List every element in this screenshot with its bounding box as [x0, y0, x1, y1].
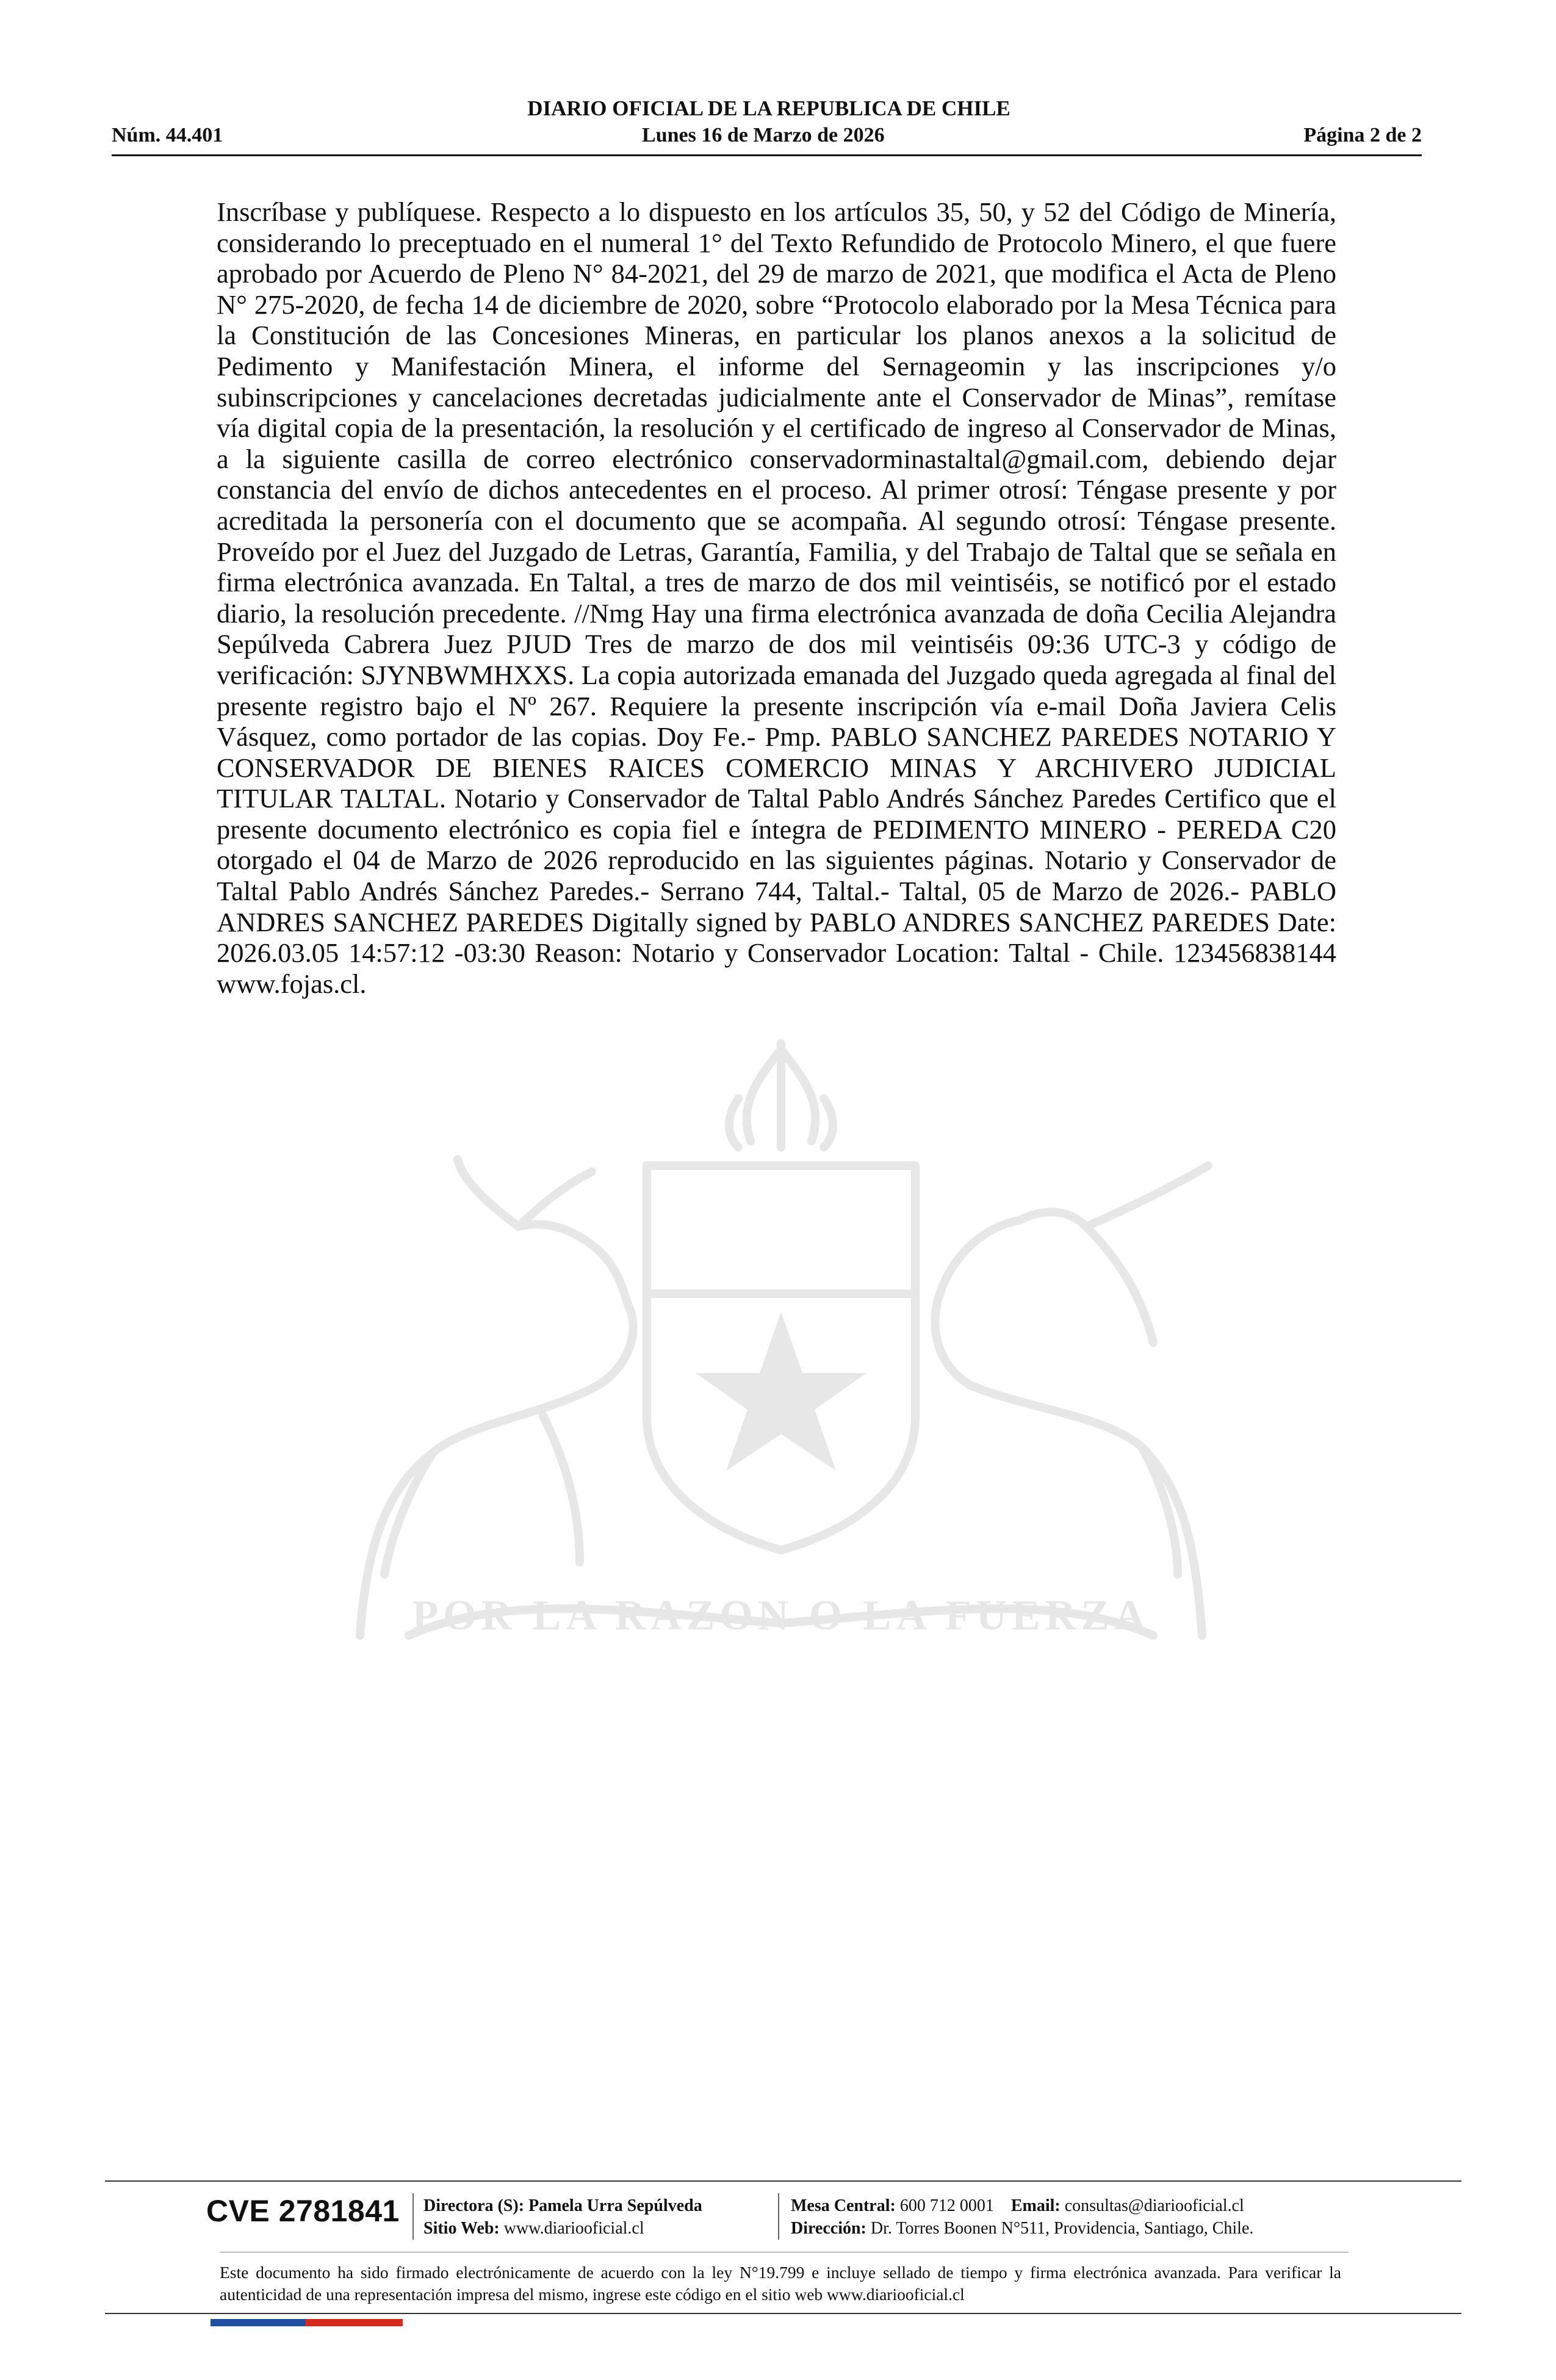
- issue-date: Lunes 16 de Marzo de 2026: [642, 124, 885, 146]
- site-link[interactable]: www.diariooficial.cl: [503, 2219, 644, 2238]
- footer-separator: [778, 2193, 779, 2240]
- body-text: Inscríbase y publíquese. Respecto a lo dispuesto en los artículos 35, 50, y 52 del Código de Minería, considerando lo preceptuado en el numeral 1° del Texto Refundido de Protocolo Minero, el que fuere aprobado por Acuerdo de Pleno N° 84-2021, del 29 de marzo de 2021, que modifica el Acta de Pleno N° 275-2020, de fecha 14 de diciembre de 2020, sobre “Protocolo elaborado por la Mesa Técnica para la Constitución de las Concesiones Mineras, en particular los planos anexos a la solicitud de Pedimento y Manifestación Minera, el informe del Sernageomin y las inscripciones y/o subinscripciones y cancelaciones decretadas judicialmente ante el Conservador de Minas”, remítase vía digital copia de la presentación, la resolución y el certificado de ingreso al Conservador de Minas, a la siguiente casilla de correo electrónico conservadorminastaltal@gmail.com, debiendo dejar constancia del envío de dichos antecedentes en el proceso. Al primer otrosí: Téngase presente y por acreditada la personería con el documento que se acompaña. Al segundo otrosí: Téngase presente. Proveído por el Juez del Juzgado de Letras, Garantía, Familia, y del Trabajo de Taltal que se señala en firma electrónica avanzada. En Taltal, a tres de marzo de dos mil veintiséis, se notificó por el estado diario, la resolución precedente. //Nmg Hay una firma electrónica avanzada de doña Cecilia Alejandra Sepúlveda Cabrera Juez PJUD Tres de marzo de dos mil veintiséis 09:36 UTC-3 y código de verificación: SJYNBWMHXXS. La copia autorizada emanada del Juzgado queda agregada al final del presente registro bajo el Nº 267. Requiere la presente inscripción vía e-mail Doña Javiera Celis Vásquez, como portador de las copias. Doy Fe.- Pmp. PABLO SANCHEZ PAREDES NOTARIO Y CONSERVADOR DE BIENES RAICES COMERCIO MINAS Y ARCHIVERO JUDICIAL TITULAR TALTAL. Notario y Conservador de Taltal Pablo Andrés Sánchez Paredes Certifico que el presente documento electrónico es copia fiel e íntegra de PEDIMENTO MINERO - PEREDA C20 otorgado el 04 de Marzo de 2026 reproducido en las siguientes páginas. Notario y Conservador de Taltal Pablo Andrés Sánchez Paredes.- Serrano 744, Taltal.- Taltal, 05 de Marzo de 2026.- PABLO ANDRES SANCHEZ PAREDES Digitally signed by PABLO ANDRES SANCHEZ PAREDES Date: 2026.03.05 14:57:12 -03:30 Reason: Notario y Conservador Location: Taltal - Chile. 123456838144 www.fojas.cl.: [217, 197, 1336, 999]
- flag-stripe: [211, 2319, 403, 2326]
- page-number: Página 2 de 2: [1303, 124, 1422, 146]
- coat-of-arms-watermark: [201, 1025, 1361, 1660]
- email-label: Email:: [1010, 2196, 1061, 2215]
- cve-code: CVE 2781841: [206, 2194, 400, 2228]
- issue-number: Núm. 44.401: [112, 124, 223, 146]
- footer-separator: [412, 2193, 414, 2240]
- footer-divider-bottom: [105, 2313, 1461, 2314]
- email-link[interactable]: consultas@diariooficial.cl: [1064, 2196, 1244, 2215]
- mesa-line: [791, 2194, 1253, 2217]
- site-label: Sitio Web:: [423, 2219, 500, 2238]
- mesa-phone: 600 712 0001: [899, 2196, 994, 2215]
- flag-stripe-blue: [211, 2319, 305, 2326]
- address-value: Dr. Torres Boonen N°511, Providencia, Santiago, Chile.: [870, 2219, 1254, 2238]
- header-divider: [112, 154, 1422, 156]
- footer-director-column: [423, 2194, 702, 2240]
- director-name: Pamela Urra Sepúlveda: [528, 2196, 702, 2215]
- mesa-label: Mesa Central:: [791, 2196, 896, 2215]
- footer-contact-column: [791, 2194, 1253, 2240]
- header-row: [112, 124, 1422, 147]
- site-line: [423, 2217, 702, 2240]
- flag-stripe-red: [305, 2319, 403, 2326]
- address-label: Dirección:: [791, 2219, 866, 2238]
- address-line: [791, 2217, 1253, 2240]
- footer-divider-top: [105, 2180, 1461, 2182]
- director-line: [423, 2194, 702, 2217]
- newspaper-title: DIARIO OFICIAL DE LA REPUBLICA DE CHILE: [527, 96, 1010, 120]
- motto-text: POR LA RAZON O LA FUERZA: [412, 1592, 1150, 1639]
- director-label: Directora (S):: [423, 2196, 525, 2215]
- signature-note: Este documento ha sido firmado electrónicamente de acuerdo con la ley N°19.799 e incluye sellado de tiempo y firma electrónica avanzada. Para verificar la autenticidad de una representación impresa del mismo, ingrese este código en el sitio web www.diariooficial.cl: [220, 2263, 1341, 2304]
